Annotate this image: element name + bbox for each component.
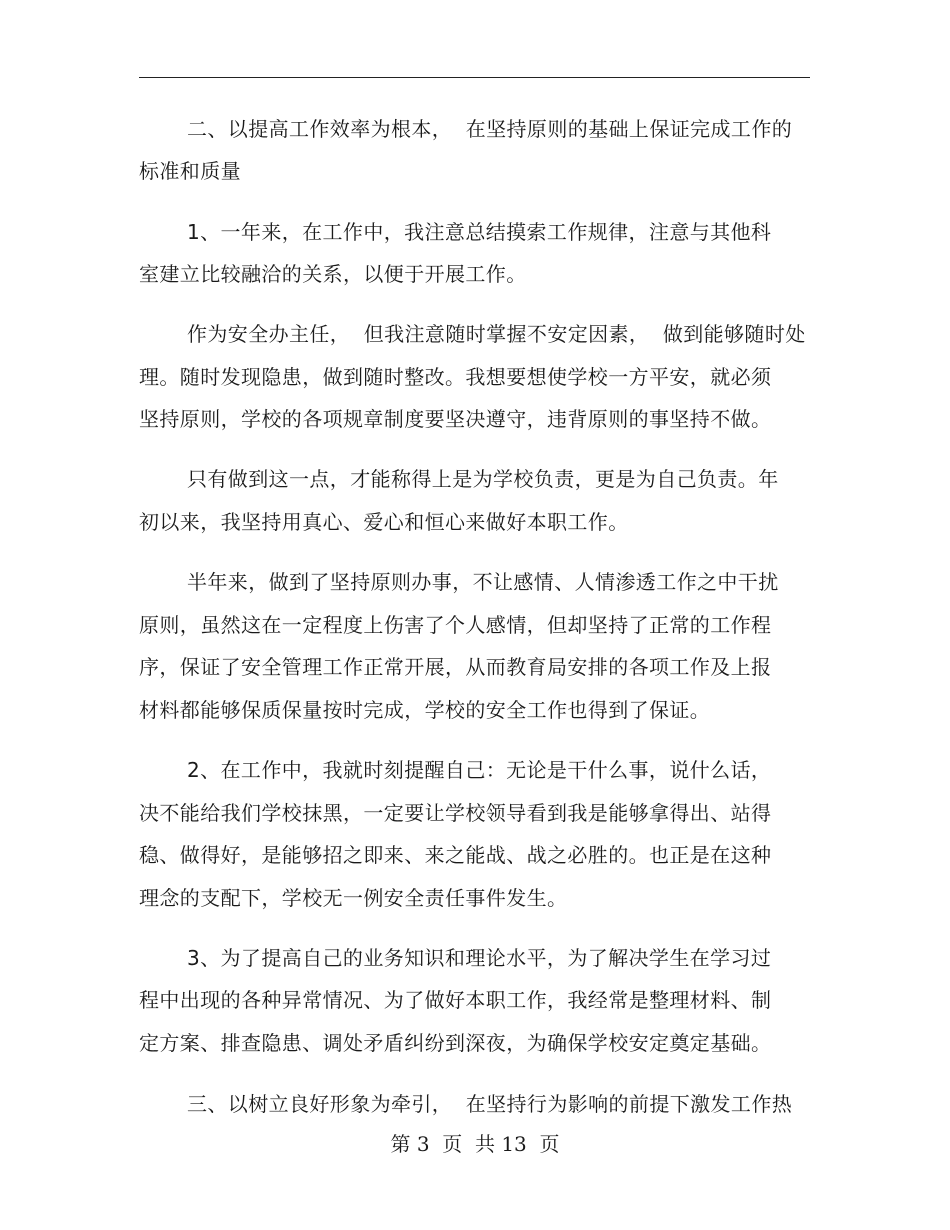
header-rule bbox=[139, 77, 810, 78]
text-line: 理。随时发现隐患，做到随时整改。我想要想使学校一方平安，就必须 bbox=[139, 365, 772, 389]
text-line: 2、在工作中，我就时刻提醒自己：无论是干什么事，说什么话， bbox=[187, 758, 772, 782]
text-line: 坚持原则，学校的各项规章制度要坚决遵守，违背原则的事坚持不做。 bbox=[139, 407, 772, 431]
text-line: 只有做到这一点，才能称得上是为学校负责，更是为自己负责。年 bbox=[187, 467, 779, 491]
text-line: 标准和质量 bbox=[139, 159, 241, 183]
text-line: 初以来，我坚持用真心、爱心和恒心来做好本职工作。 bbox=[139, 510, 629, 534]
text-line: 二、以提高工作效率为根本， 在坚持原则的基础上保证完成工作的 bbox=[187, 117, 793, 141]
text-line: 定方案、排查隐患、调处矛盾纠纷到深夜，为确保学校安定奠定基础。 bbox=[139, 1031, 772, 1055]
text-line: 材料都能够保质保量按时完成，学校的安全工作也得到了保证。 bbox=[139, 698, 711, 722]
text-line: 原则，虽然这在一定程度上伤害了个人感情，但却坚持了正常的工作程 bbox=[139, 613, 772, 637]
text-line: 室建立比较融洽的关系，以便于开展工作。 bbox=[139, 262, 527, 286]
text-line: 作为安全办主任， 但我注意随时掌握不安定因素， 做到能够随时处 bbox=[187, 322, 806, 346]
page-footer: 第 3 页 共 13 页 bbox=[390, 1132, 560, 1156]
text-line: 序，保证了安全管理工作正常开展，从而教育局安排的各项工作及上报 bbox=[139, 655, 772, 679]
text-line: 半年来，做到了坚持原则办事，不让感情、人情渗透工作之中干扰 bbox=[187, 570, 779, 594]
text-line: 稳、做得好，是能够招之即来、来之能战、战之必胜的。也正是在这种 bbox=[139, 843, 772, 867]
text-line: 3、为了提高自己的业务知识和理论水平，为了解决学生在学习过 bbox=[187, 946, 772, 970]
text-line: 理念的支配下，学校无一例安全责任事件发生。 bbox=[139, 886, 568, 910]
text-line: 决不能给我们学校抹黑，一定要让学校领导看到我是能够拿得出、站得 bbox=[139, 801, 772, 825]
text-line: 三、以树立良好形象为牵引， 在坚持行为影响的前提下激发工作热 bbox=[187, 1092, 793, 1116]
text-line: 1、一年来，在工作中，我注意总结摸索工作规律，注意与其他科 bbox=[187, 220, 772, 244]
text-line: 程中出现的各种异常情况、为了做好本职工作，我经常是整理材料、制 bbox=[139, 988, 772, 1012]
